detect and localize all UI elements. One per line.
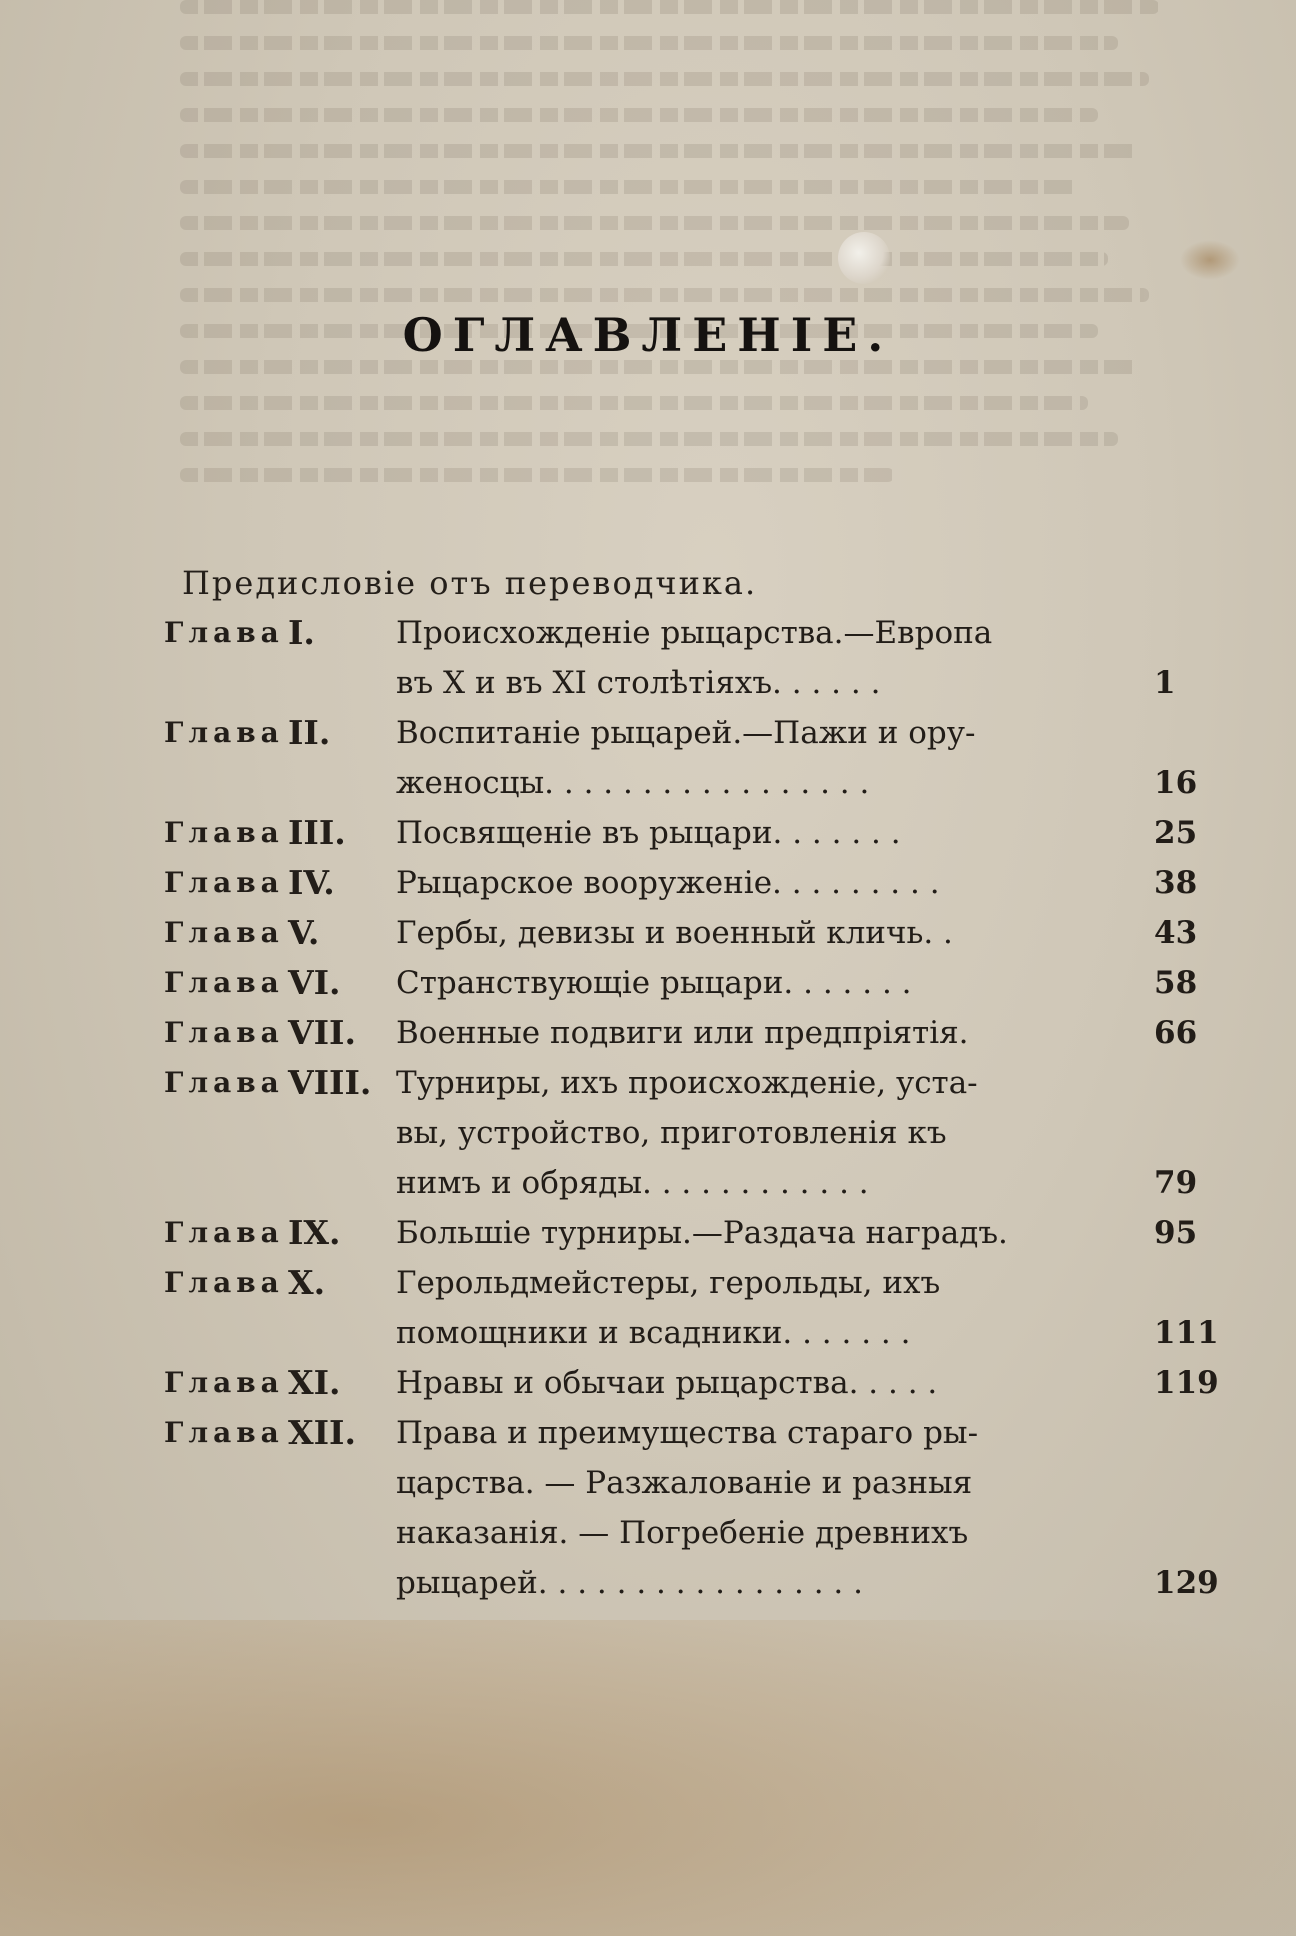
- chapter-title-line: Воспитаніе рыцарей.—Пажи и ору-: [396, 715, 976, 751]
- chapter-numeral: VI.: [288, 963, 341, 1002]
- chapter-title-line: царства. — Разжалованіе и разныя: [396, 1465, 973, 1501]
- reverse-page-bleed-through: [180, 0, 1200, 560]
- chapter-title: [396, 908, 1096, 958]
- chapter-title: [396, 1058, 1096, 1208]
- chapter-label: Глава: [164, 616, 284, 649]
- chapter-title: [396, 1258, 1096, 1358]
- chapter-numeral: III.: [288, 813, 346, 852]
- chapter-title-line: Большіе турниры.—Раздача наградъ.: [396, 1215, 1008, 1251]
- chapter-title-line: Военные подвиги или предпріятія.: [396, 1015, 969, 1051]
- chapter-title: [396, 808, 1096, 858]
- chapter-label: Глава: [164, 1266, 284, 1299]
- chapter-title-line: Турниры, ихъ происхожденіе, уста-: [396, 1065, 978, 1101]
- chapter-label: Глава: [164, 1416, 284, 1449]
- page-number: 111: [1154, 1315, 1219, 1351]
- chapter-numeral: I.: [288, 613, 315, 652]
- toc-entry: [164, 1358, 1244, 1408]
- chapter-numeral: II.: [288, 713, 331, 752]
- chapter-title-line: наказанія. — Погребеніе древнихъ: [396, 1515, 969, 1551]
- chapter-title-line: Нравы и обычаи рыцарства. . . . .: [396, 1365, 938, 1401]
- toc-entry: [164, 908, 1244, 958]
- chapter-numeral: VIII.: [288, 1063, 372, 1102]
- chapter-title-line: Права и преимущества стараго ры-: [396, 1415, 979, 1451]
- chapter-title: [396, 608, 1096, 708]
- chapter-title: [396, 1358, 1096, 1408]
- page-number: 95: [1154, 1215, 1198, 1251]
- preface-entry: Предисловіе отъ переводчика.: [182, 564, 758, 602]
- page-number: 43: [1154, 915, 1198, 951]
- chapter-numeral: XII.: [288, 1413, 356, 1452]
- toc-entry: [164, 858, 1244, 908]
- page-title: ОГЛАВЛЕНІЕ.: [402, 308, 894, 362]
- page-number: 129: [1154, 1565, 1219, 1601]
- toc-entry: [164, 808, 1244, 858]
- chapter-title-line: Рыцарское вооруженіе. . . . . . . . .: [396, 865, 940, 901]
- chapter-numeral: IV.: [288, 863, 335, 902]
- chapter-title-line: нимъ и обряды. . . . . . . . . . . .: [396, 1165, 869, 1201]
- chapter-numeral: XI.: [288, 1363, 341, 1402]
- chapter-numeral: X.: [288, 1263, 326, 1302]
- chapter-title-line: помощники и всадники. . . . . . .: [396, 1315, 911, 1351]
- chapter-label: Глава: [164, 1016, 284, 1049]
- page-number: 66: [1154, 1015, 1198, 1051]
- chapter-title-line: вы, устройство, приготовленія къ: [396, 1115, 947, 1151]
- page-number: 1: [1154, 665, 1176, 701]
- page-number: 25: [1154, 815, 1198, 851]
- toc-entry: [164, 1208, 1244, 1258]
- chapter-title-line: рыцарей. . . . . . . . . . . . . . . . .: [396, 1565, 863, 1601]
- table-of-contents: [164, 608, 1244, 1608]
- toc-entry: [164, 1258, 1244, 1358]
- chapter-label: Глава: [164, 1066, 284, 1099]
- chapter-title-line: женосцы. . . . . . . . . . . . . . . . .: [396, 765, 870, 801]
- chapter-title-line: Гербы, девизы и военный кличь. .: [396, 915, 953, 951]
- water-stain: [0, 1620, 1296, 1936]
- chapter-label: Глава: [164, 1216, 284, 1249]
- chapter-label: Глава: [164, 816, 284, 849]
- chapter-title-line: Посвященіе въ рыцари. . . . . . .: [396, 815, 901, 851]
- page-number: 16: [1154, 765, 1198, 801]
- chapter-title-line: Странствующіе рыцари. . . . . . .: [396, 965, 912, 1001]
- toc-entry: [164, 1008, 1244, 1058]
- toc-entry: [164, 708, 1244, 808]
- chapter-title: [396, 958, 1096, 1008]
- foxing-spot: [1180, 240, 1240, 280]
- chapter-title-line: Герольдмейстеры, герольды, ихъ: [396, 1265, 941, 1301]
- chapter-title: [396, 1208, 1096, 1258]
- toc-entry: [164, 958, 1244, 1008]
- chapter-numeral: VII.: [288, 1013, 356, 1052]
- chapter-numeral: IX.: [288, 1213, 341, 1252]
- page-number: 58: [1154, 965, 1198, 1001]
- toc-entry: [164, 1058, 1244, 1208]
- chapter-title: [396, 708, 1096, 808]
- toc-entry: [164, 1408, 1244, 1608]
- toc-entry: [164, 608, 1244, 708]
- paper-speck: [838, 232, 890, 284]
- chapter-label: Глава: [164, 716, 284, 749]
- chapter-title: [396, 1408, 1096, 1608]
- chapter-title: [396, 1008, 1096, 1058]
- page-number: 79: [1154, 1165, 1198, 1201]
- chapter-label: Глава: [164, 866, 284, 899]
- chapter-title-line: Происхожденіе рыцарства.—Европа: [396, 615, 993, 651]
- chapter-label: Глава: [164, 916, 284, 949]
- chapter-label: Глава: [164, 1366, 284, 1399]
- page-number: 119: [1154, 1365, 1219, 1401]
- chapter-label: Глава: [164, 966, 284, 999]
- chapter-title: [396, 858, 1096, 908]
- chapter-numeral: V.: [288, 913, 320, 952]
- chapter-title-line: въ X и въ XI столѣтіяхъ. . . . . .: [396, 665, 881, 701]
- page-number: 38: [1154, 865, 1198, 901]
